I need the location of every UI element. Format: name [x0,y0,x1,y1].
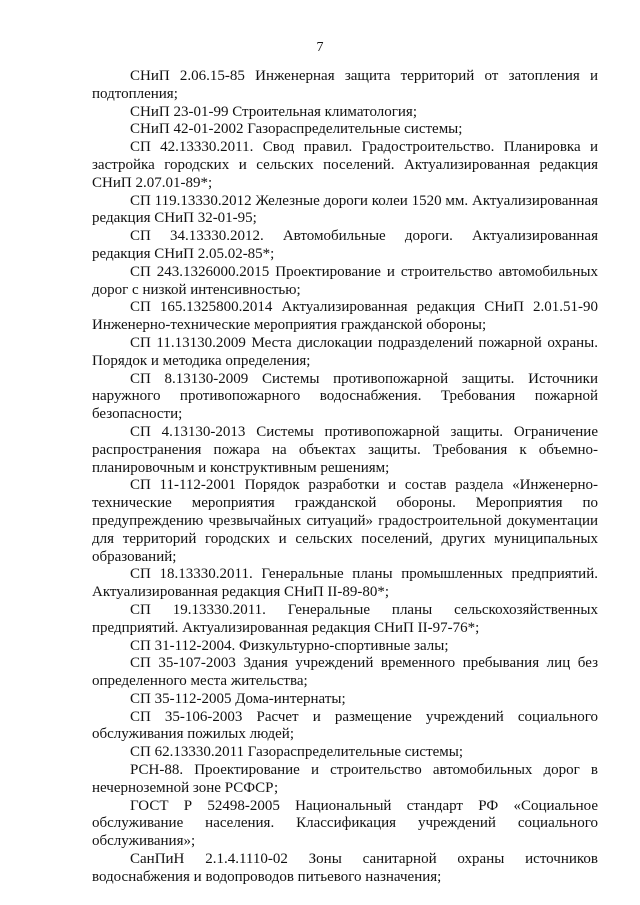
list-item: СП 31-112-2004. Физкультурно-спортивные залы; [130,637,449,654]
list-item: СП 34.13330.2012. Автомобильные дороги. Актуализированная редакция СНиП 2.05.02-85*; [92,228,598,262]
list-item: СП 165.1325800.2014 Актуализированная редакция СНиП 2.01.51-90 Инженерно-технические мероприятия гражданской обороны; [92,299,598,334]
list-item: СНиП 23-01-99 Строительная климатология; [130,103,417,120]
list-item: СП 119.13330.2012 Железные дороги колеи 1520 мм. Актуализированная редакция СНиП 32-01-95; [92,192,598,227]
list-item: СП 11.13130.2009 Места дислокации подразделений пожарной охраны. Порядок и методика определения; [92,334,598,369]
list-item: СП 4.13130-2013 Системы противопожарной защиты. Ограничение распространения пожара на объектах защиты. Требования к объемно-планировочным и конструктивным решениям; [92,423,598,476]
list-item: СП 42.13330.2011. Свод правил. Градостроительство. Планировка и застройка городских и сельских поселений. Актуализированная редакция СНиП 2.07.01-89*; [92,139,598,191]
document-body [92,68,598,887]
list-item: ГОСТ Р 52498-2005 Национальный стандарт РФ «Социальное обслуживание населения. Классификация учреждений социального обслуживания»; [92,797,598,850]
list-item: СНиП 42-01-2002 Газораспределительные системы; [130,121,463,138]
list-item: СП 11-112-2001 Порядок разработки и состав раздела «Инженерно-технические мероприятия гражданской обороны. Мероприятия по предупреждению чрезвычайных ситуаций» градостроительной документации для территорий городских и сельских поселений, других муниципальных образований; [92,477,598,565]
list-item: СанПиН 2.1.4.1110-02 Зоны санитарной охраны источников водоснабжения и водопроводов питьевого назначения; [92,851,598,885]
list-item: СП 18.13330.2011. Генеральные планы промышленных предприятий. Актуализированная редакция СНиП II-89-80*; [92,566,598,601]
list-item: СП 243.1326000.2015 Проектирование и строительство автомобильных дорог с низкой интенсивностью; [92,263,598,298]
list-item: СП 8.13130-2009 Системы противопожарной защиты. Источники наружного противопожарного водоснабжения. Требования пожарной безопасности; [92,370,598,423]
list-item: СП 35-112-2005 Дома-интернаты; [130,690,346,707]
list-item: СНиП 2.06.15-85 Инженерная защита территорий от затопления и подтопления; [92,68,598,102]
page-number: 7 [316,40,324,55]
list-item: СП 19.13330.2011. Генеральные планы сельскохозяйственных предприятий. Актуализированная редакция СНиП II-97-76*; [92,601,598,636]
list-item: СП 35-106-2003 Расчет и размещение учреждений социального обслуживания пожилых людей; [92,708,598,743]
list-item: РСН-88. Проектирование и строительство автомобильных дорог в нечерноземной зоне РСФСР; [92,762,598,796]
list-item: СП 62.13330.2011 Газораспределительные системы; [130,744,464,761]
list-item: СП 35-107-2003 Здания учреждений временного пребывания лиц без определенного места жительства; [92,655,598,690]
